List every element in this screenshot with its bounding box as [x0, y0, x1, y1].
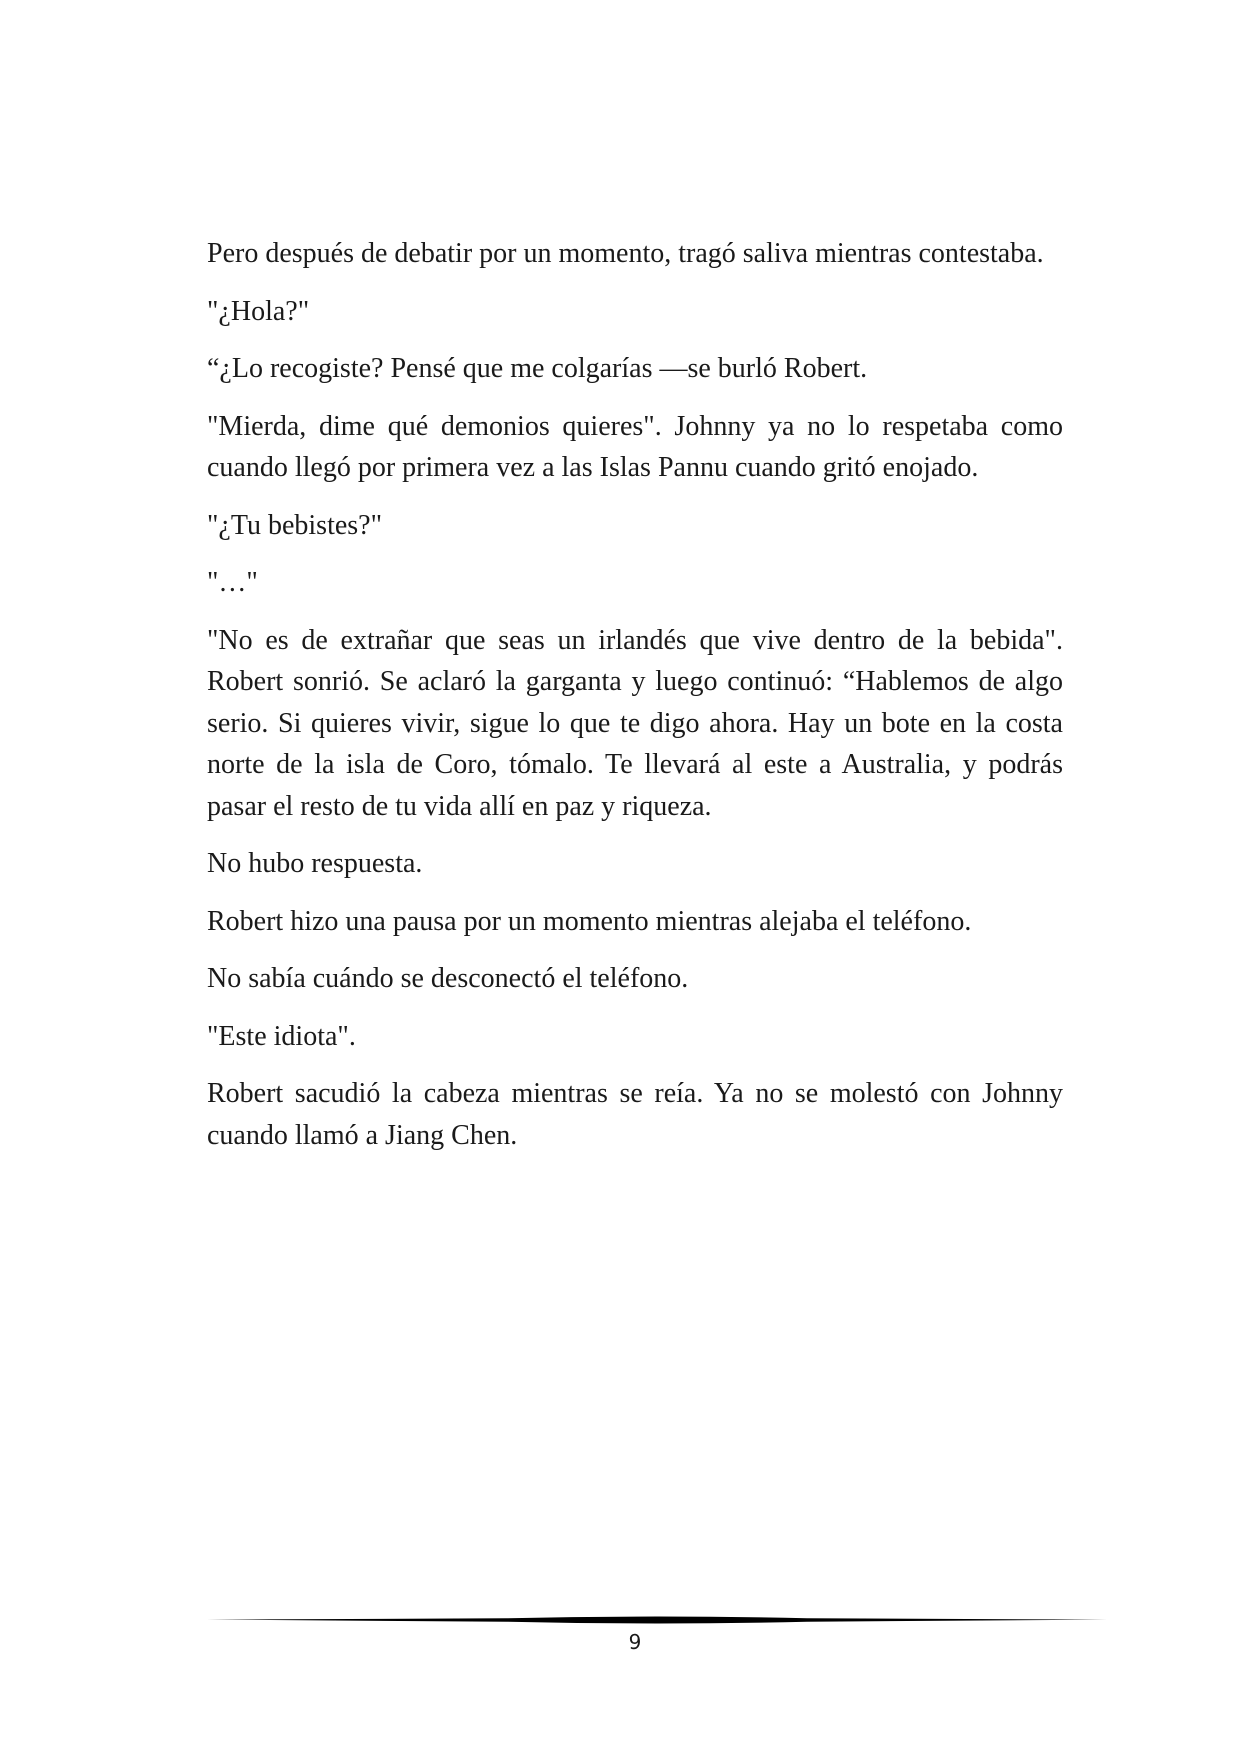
- paragraph: "¿Hola?": [207, 295, 310, 327]
- page-number: 9: [628, 1630, 642, 1654]
- paragraph: “¿Lo recogiste? Pensé que me colgarías —se burló Robert.: [207, 353, 868, 384]
- paragraph: No hubo respuesta.: [207, 848, 423, 879]
- paragraph: "Este idiota".: [207, 1020, 356, 1052]
- paragraph: Robert hizo una pausa por un momento mientras alejaba el teléfono.: [207, 905, 972, 937]
- paragraph: "¿Tu bebistes?": [207, 509, 383, 541]
- paragraph: "Mierda, dime qué demonios quieres". Johnny ya no lo respetaba como cuando llegó por primera vez a las Islas Pannu cuando gritó enojado.: [207, 410, 1063, 483]
- paragraph: Pero después de debatir por un momento, tragó saliva mientras contestaba.: [207, 238, 1044, 269]
- paragraph: Robert sacudió la cabeza mientras se reía. Ya no se molestó con Johnny cuando llamó a Jiang Chen.: [207, 1078, 1063, 1151]
- paragraph: "…": [207, 567, 258, 598]
- paragraph: No sabía cuándo se desconectó el teléfono.: [207, 963, 689, 994]
- footer-rule: [207, 1613, 1107, 1627]
- paragraph: "No es de extrañar que seas un irlandés que vive dentro de la bebida". Robert sonrió. Se aclaró la garganta y luego continuó: “Hablemos de algo serio. Si quieres vivir, sigue lo que te digo ahora. Hay un bote en la costa norte de la isla de Coro, tómalo. Te llevará al este a Australia, y podrás pasar el resto de tu vida allí en paz y riqueza.: [207, 624, 1063, 822]
- body-text: [207, 233, 1063, 1172]
